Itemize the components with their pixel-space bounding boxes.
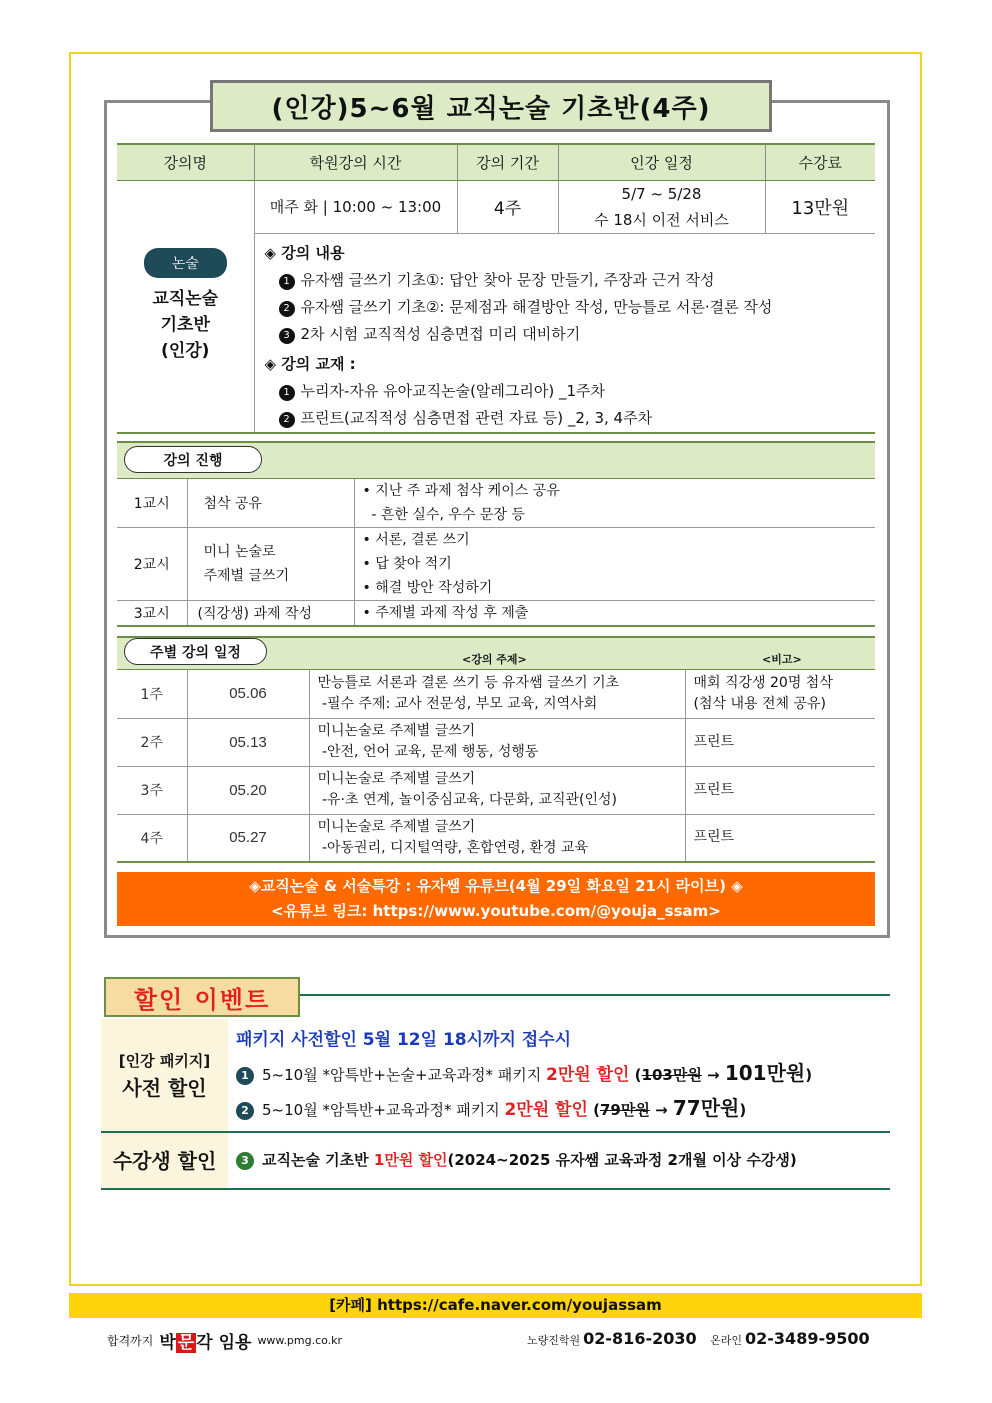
discount-text: 2만원 할인 [504, 1099, 588, 1120]
material-item [265, 378, 868, 405]
arrow: → [701, 1065, 725, 1084]
activity-line: 미니 논술로 [203, 544, 276, 560]
detail-cell [354, 479, 875, 528]
number-icon: 3 [279, 328, 295, 344]
detail-line: • 주제별 과제 작성 후 제출 [362, 605, 529, 621]
detail-line: - 흔한 실수, 우수 문장 등 [362, 507, 525, 523]
content-item [265, 321, 868, 348]
topic-line: -유·초 연계, 놀이중심교육, 다문화, 교직관(인성) [317, 792, 617, 808]
student-item-text: 교직논술 기초반 [262, 1151, 374, 1169]
course-name-line: 교직논술 [152, 289, 219, 309]
detail-line: • 서론, 결론 쓰기 [362, 532, 470, 548]
topic-cell [309, 670, 685, 718]
note-line: 매회 직강생 20명 첨삭 [693, 674, 833, 691]
package-content [228, 1019, 890, 1132]
number-icon: 1 [279, 385, 295, 401]
detail-cell [354, 601, 875, 627]
note-line: 프린트 [693, 829, 735, 846]
period-cell: 1교시 [117, 479, 187, 528]
event-title: 할인 이벤트 [104, 977, 300, 1017]
course-info-table [117, 143, 875, 434]
material-title: ◈ 강의 교재 : [264, 354, 356, 373]
activity-line: (직강생) 과제 작성 [197, 606, 312, 622]
note-cell [685, 718, 875, 766]
topic-line: -아동권리, 디지털역량, 혼합연령, 환경 교육 [317, 839, 589, 856]
student-content [228, 1132, 890, 1189]
brand-logo [159, 1328, 251, 1353]
student-label [101, 1132, 228, 1189]
online-label: 온라인 [710, 1334, 743, 1347]
branch-phone: 02-816-2030 [583, 1329, 697, 1348]
youtube-link[interactable]: <유튜브 링크: https://www.youtube.com/@youja_ssam> [271, 902, 721, 920]
activity-cell [187, 601, 354, 627]
note-line: 프린트 [693, 733, 735, 750]
material-item-text: 누리자-자유 유아교직논술(알레그리아) _1주차 [300, 381, 606, 400]
detail-cell [354, 528, 875, 601]
course-content-cell [254, 233, 875, 433]
header-online-schedule: 인강 일정 [558, 144, 765, 180]
brand-tagline: 합격까지 [107, 1334, 154, 1348]
week-cell: 2주 [117, 718, 187, 766]
footer-brand [107, 1328, 342, 1353]
number-icon: 1 [279, 274, 295, 290]
student-label-text: 수강생 할인 [112, 1148, 217, 1173]
header-fee: 수강료 [765, 144, 875, 180]
new-price: 77만원 [672, 1095, 740, 1120]
number-icon: 2 [236, 1102, 254, 1120]
page-title: (인강)5~6월 교직논술 기초반(4주) [210, 80, 772, 132]
week-cell: 1주 [117, 670, 187, 718]
activity-line: 주제별 글쓰기 [203, 568, 290, 584]
online-schedule-line: 5/7 ~ 5/28 [621, 184, 702, 203]
content-item-text: 유자쌤 글쓰기 기초①: 답안 찾아 문장 만들기, 주장과 근거 작성 [300, 270, 715, 289]
package-headline: 패키지 사전할인 5월 12일 18시까지 접수시 [236, 1029, 572, 1050]
content-item [265, 294, 868, 321]
content-item [265, 267, 868, 294]
topic-cell [309, 718, 685, 766]
topic-cell [309, 814, 685, 862]
course-name-line: (인강) [161, 341, 210, 361]
branch-label: 노량진학원 [527, 1334, 581, 1347]
topic-line: 만능틀로 서론과 결론 쓰기 등 유자쌤 글쓰기 기초 [317, 674, 620, 691]
youtube-banner [117, 872, 875, 926]
arrow: → [649, 1100, 673, 1119]
package-item-text: 5~10월 *암특반+교육과정* 패키지 [262, 1100, 505, 1119]
material-item [265, 405, 868, 432]
brand-part: 문 [177, 1333, 195, 1353]
period-cell: 3교시 [117, 601, 187, 627]
paren: ) [739, 1100, 747, 1119]
activity-line: 첨삭 공유 [203, 496, 263, 512]
discount-text: 1만원 할인 [373, 1151, 448, 1169]
content-title: ◈ 강의 내용 [264, 243, 345, 262]
student-item [236, 1144, 890, 1177]
material-item-text: 프린트(교직적성 심층면접 관련 자료 등) _2, 3, 4주차 [300, 408, 653, 427]
period-cell: 2교시 [117, 528, 187, 601]
event-table [101, 1019, 890, 1190]
duration-value: 4주 [457, 180, 558, 233]
note-line: (첨삭 내용 전체 공유) [693, 695, 826, 712]
note-column-header: <비고> [762, 653, 802, 666]
package-label-small: [인강 패키지] [118, 1052, 211, 1070]
paren: ) [805, 1065, 813, 1084]
header-class-time: 학원강의 시간 [254, 144, 457, 180]
fee-value: 13만원 [765, 180, 875, 233]
package-item [236, 1092, 890, 1127]
paren: ( [629, 1065, 642, 1084]
online-schedule-line: 수 18시 이전 서비스 [594, 210, 729, 229]
topic-column-header: <강의 주제> [462, 653, 527, 666]
detail-line: • 지난 주 과제 첨삭 케이스 공유 [362, 483, 560, 499]
package-item [236, 1057, 890, 1092]
topic-line: -안전, 언어 교육, 문제 행동, 성행동 [317, 744, 539, 760]
date-cell: 05.13 [187, 718, 309, 766]
number-icon: 3 [236, 1152, 254, 1170]
online-schedule-value [558, 180, 765, 233]
class-time-value: 매주 화 | 10:00 ~ 13:00 [254, 180, 457, 233]
course-name-line: 기초반 [160, 315, 210, 335]
detail-line: • 답 찾아 적기 [362, 556, 452, 572]
cafe-link[interactable]: [카페] https://cafe.naver.com/youjassam [69, 1293, 922, 1318]
weekly-title: 주별 강의 일정 [124, 638, 267, 665]
package-item-text: 5~10월 *암특반+논술+교육과정* 패키지 [262, 1065, 547, 1084]
header-course-name: 강의명 [117, 144, 254, 180]
week-cell: 4주 [117, 814, 187, 862]
topic-cell [309, 766, 685, 814]
note-cell [685, 814, 875, 862]
topic-line: -필수 주제: 교사 전문성, 부모 교육, 지역사회 [317, 695, 598, 712]
student-item-note: (2024~2025 유자쌤 교육과정 2개월 이상 수강생) [447, 1151, 797, 1169]
topic-line: 미니논술로 주제별 글쓰기 [317, 771, 476, 787]
content-item-text: 유자쌤 글쓰기 기초②: 문제점과 해결방안 작성, 만능틀로 서론·결론 작성 [300, 297, 773, 316]
banner-line: ◈교직논술 & 서술특강 : 유자쌤 유튜브(4월 29일 화요일 21시 라이브) ◈ [249, 877, 743, 895]
note-cell [685, 766, 875, 814]
detail-line: • 해결 방안 작성하기 [362, 580, 493, 596]
progress-table [117, 479, 875, 627]
week-cell: 3주 [117, 766, 187, 814]
brand-part: 각 임용 [196, 1333, 252, 1353]
brand-part: 박 [159, 1333, 176, 1353]
number-icon: 2 [279, 412, 295, 428]
category-badge: 논술 [144, 248, 227, 278]
old-price: 79만원 [599, 1100, 650, 1119]
date-cell: 05.20 [187, 766, 309, 814]
course-name-cell [117, 180, 254, 433]
note-line: 프린트 [693, 781, 735, 798]
package-label [101, 1019, 228, 1132]
package-label-big: 사전 할인 [122, 1076, 207, 1100]
activity-cell [187, 528, 354, 601]
activity-cell [187, 479, 354, 528]
footer-contact [527, 1329, 880, 1348]
topic-line: 미니논술로 주제별 글쓰기 [317, 723, 476, 739]
discount-text: 2만원 할인 [546, 1064, 630, 1085]
topic-line: 미니논술로 주제별 글쓰기 [317, 818, 476, 835]
site-link[interactable]: www.pmg.co.kr [257, 1334, 343, 1347]
paren: ( [587, 1100, 600, 1119]
old-price: 103만원 [641, 1065, 702, 1084]
date-cell: 05.06 [187, 670, 309, 718]
event-divider [300, 994, 890, 996]
content-item-text: 2차 시험 교직적성 심층면접 미리 대비하기 [300, 324, 581, 343]
note-cell [685, 670, 875, 718]
number-icon: 1 [236, 1067, 254, 1085]
online-phone: 02-3489-9500 [745, 1329, 870, 1348]
header-duration: 강의 기간 [457, 144, 558, 180]
progress-title: 강의 진행 [124, 446, 262, 473]
weekly-table [117, 670, 875, 863]
new-price: 101만원 [724, 1060, 806, 1085]
number-icon: 2 [279, 301, 295, 317]
date-cell: 05.27 [187, 814, 309, 862]
